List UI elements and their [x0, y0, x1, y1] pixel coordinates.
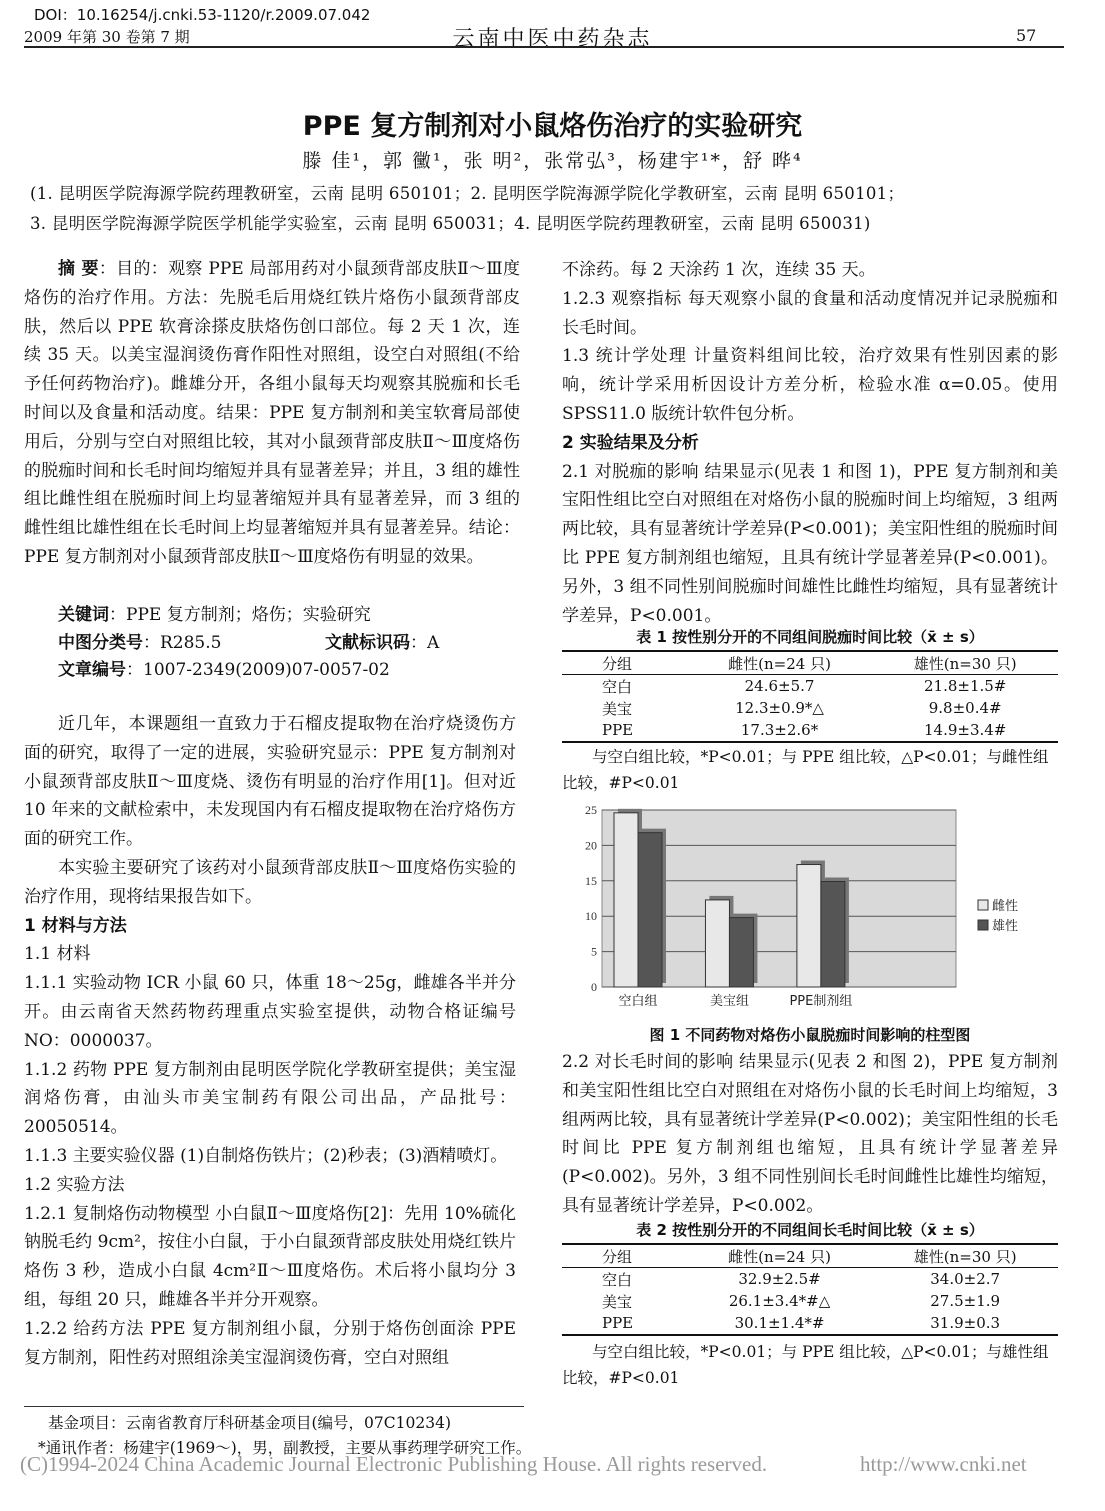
y-tick-label: 20: [585, 838, 597, 853]
table-cell: PPE: [562, 1312, 687, 1335]
y-tick-label: 10: [585, 909, 597, 924]
table2-header-female: 雌性(n=24 只): [687, 1244, 873, 1268]
clc-label: 中图分类号: [58, 633, 143, 653]
table-row: [562, 719, 1058, 742]
section-1-1-2: 1.1.2 药物 PPE 复方制剂由昆明医学院化学教研室提供；美宝湿润烙伤膏，由汕头市美宝制药有限公司出品，产品批号：20050514。: [24, 1059, 516, 1138]
section-1-1-3: 1.1.3 主要实验仪器 (1)自制烙伤铁片；(2)秒表；(3)酒精喷灯。: [24, 1145, 508, 1166]
affiliation-line-2: 3. 昆明医学院海源学院医学机能学实验室，云南 昆明 650031；4. 昆明医学院药理教研室，云南 昆明 650031): [30, 214, 871, 233]
legend-label: 雌性: [992, 899, 1019, 914]
section-1-2-1: 1.2.1 复制烙伤动物模型 小白鼠Ⅱ～Ⅲ度烙伤[2]：先用 10%硫化钠脱毛约 9cm²，按住小白鼠，于小白鼠颈背部皮肤处用烧红铁片烙伤 3 秒，造成小白鼠 4cm²Ⅱ～Ⅲ度烙伤。术后将小鼠均分 3 组，每组 20 只，雌雄各半并分开观察。: [24, 1203, 516, 1310]
section-1-1-1: 1.1.1 实验动物 ICR 小鼠 60 只，体重 18～25g，雌雄各半并分开。由云南省天然药物药理重点实验室提供，动物合格证编号 NO：0000037。: [24, 973, 516, 1051]
page-number: 57: [1016, 26, 1037, 45]
legend-swatch: [978, 920, 988, 930]
table-row: [562, 675, 1058, 698]
authors: 滕 佳¹，郭 黴¹，张 明²，张常弘³，杨建宇¹*，舒 晔⁴: [302, 150, 803, 172]
paper-title: PPE 复方制剂对小鼠烙伤治疗的实验研究: [302, 111, 803, 142]
article-no-label: 文章编号: [58, 660, 126, 680]
bar: [705, 900, 729, 987]
journal-name: 云南中医中药杂志: [452, 27, 653, 52]
table-cell: 美宝: [602, 1292, 633, 1311]
keywords-label: 关键词: [58, 605, 109, 625]
section-2-1: 2.1 对脱痂的影响 结果显示(见表 1 和图 1)，PPE 复方制剂和美宝阳性组比空白对照组在对烙伤小鼠的脱痂时间上均缩短，3 组两两比较，具有显著统计学差异(P<0.001)；美宝阳性组的脱痂时间比 PPE 复方制剂组也缩短，且具有统计学显著差异(P<0.001)。另外，3 组不同性别间脱痂时间雄性比雌性均缩短，具有显著统计学差异，P<0.001。: [562, 461, 1058, 626]
keywords-text: ：PPE 复方制剂；烙伤；实验研究: [109, 605, 371, 625]
method-continued: 不涂药。每 2 天涂药 1 次，连续 35 天。: [562, 260, 876, 280]
section-1-3: 1.3 统计学处理 计量资料组间比较，治疗效果有性别因素的影响，统计学采用析因设计方差分析，检验水准 α=0.05。使用 SPSS11.0 版统计软件包分析。: [562, 346, 1058, 424]
table2: [562, 1243, 1058, 1336]
y-tick-label: 15: [585, 873, 597, 888]
section-1-heading: 1 材料与方法: [24, 915, 127, 936]
document-code: [325, 628, 439, 653]
header-rule: [24, 46, 1064, 48]
table-cell: 27.5±1.9: [930, 1292, 1001, 1310]
section-2-heading: 2 实验结果及分析: [562, 432, 699, 453]
table2-caption: 表 2 按性别分开的不同组间长毛时间比较（x̄ ± s）: [636, 1221, 984, 1239]
table-cell: 12.3±0.9*△: [735, 699, 824, 717]
table-row: [562, 1312, 1058, 1335]
section-1-2-2: 1.2.2 给药方法 PPE 复方制剂组小鼠，分别于烙伤创面涂 PPE 复方制剂，阳性药对照组涂美宝湿润烫伤膏，空白对照组: [24, 1318, 516, 1368]
figure1-chart: [570, 800, 1054, 1015]
bar: [638, 833, 662, 987]
issue-info: 2009 年第 30 卷第 7 期: [24, 28, 190, 46]
left-column: [24, 710, 516, 1372]
figure1-caption: 图 1 不同药物对烙伤小鼠脱痂时间影响的柱型图: [649, 1026, 971, 1044]
table-cell: 21.8±1.5#: [923, 677, 1007, 695]
affiliation-line-1: (1. 昆明医学院海源学院药理教研室，云南 昆明 650101；2. 昆明医学院海源学院化学教研室，云南 昆明 650101；: [30, 184, 905, 203]
clc-text: ：R285.5: [143, 633, 222, 653]
section-1-2-3: 1.2.3 观察指标 每天观察小鼠的食量和活动度情况并记录脱痂和长毛时间。: [562, 288, 1058, 338]
table-cell: PPE: [562, 719, 687, 742]
footnote-rule: [24, 1406, 524, 1407]
doi: DOI：10.16254/j.cnki.53-1120/r.2009.07.042: [34, 6, 371, 24]
intro-paragraph-1: 近几年，本课题组一直致力于石榴皮提取物在治疗烧烫伤方面的研究，取得了一定的进展，实验研究显示：PPE 复方制剂对小鼠颈背部皮肤Ⅱ～Ⅲ度烧、烫伤有明显的治疗作用[1]。但对近 10 年来的文献检索中，未发现国内有石榴皮提取物在治疗烙伤方面的研究工作。: [24, 714, 516, 850]
corresponding-author-note: *通讯作者：杨建宇(1969～)，男，副教授，主要从事药理学研究工作。: [38, 1439, 532, 1457]
table1-header-male: 雄性(n=30 只): [872, 651, 1058, 675]
abstract-label: 摘 要: [58, 259, 99, 279]
y-tick-label: 0: [591, 980, 597, 994]
y-tick-label: 25: [585, 803, 597, 817]
keywords: [58, 600, 371, 625]
table-cell: 美宝: [602, 699, 633, 718]
section-1-2-heading: 1.2 实验方法: [24, 1174, 125, 1195]
intro-paragraph-2: 本实验主要研究了该药对小鼠颈背部皮肤Ⅱ～Ⅲ度烙伤实验的治疗作用，现将结果报告如下。: [24, 857, 516, 907]
bar: [821, 882, 845, 987]
abstract: [24, 255, 520, 572]
table-cell: 9.8±0.4#: [928, 699, 1002, 717]
fund-note: 基金项目：云南省教育厅科研基金项目(编号，07C10234): [48, 1414, 451, 1432]
table-cell: 30.1±1.4*#: [687, 1312, 873, 1335]
table-row: [562, 697, 1058, 719]
table-cell: 14.9±3.4#: [872, 719, 1058, 742]
table-cell: 34.0±2.7: [930, 1270, 1001, 1288]
abstract-text: ：目的：观察 PPE 局部用药对小鼠颈背部皮肤Ⅱ～Ⅲ度烙伤的治疗作用。方法：先脱毛后用烧红铁片烙伤小鼠颈背部皮肤，然后以 PPE 软膏涂搽皮肤烙伤创口部位。每 2 天 1 次，连续 35 天。以美宝湿润烫伤膏作阳性对照组，设空白对照组(不给予任何药物治疗)。雌雄分开，各组小鼠每天均观察其脱痂和长毛时间以及食量和活动度。结果：PPE 复方制剂和美宝软膏局部使用后，分别与空白对照组比较，其对小鼠颈背部皮肤Ⅱ～Ⅲ度烙伤的脱痂时间和长毛时间均缩短并具有显著差异；并且，3 组的雄性组比雌性组在脱痂时间上均显著缩短并具有显著差异，而 3 组的雌性组比雄性组在长毛时间上均显著缩短并具有显著差异。结论：PPE 复方制剂对小鼠颈背部皮肤Ⅱ～Ⅲ度烙伤有明显的效果。: [24, 259, 521, 567]
x-tick-label: 美宝组: [709, 994, 749, 1009]
table1-note: 与空白组比较，*P<0.01；与 PPE 组比较，△P<0.01；与雌性组比较，#P<0.01: [562, 748, 1049, 792]
section-2-2: 2.2 对长毛时间的影响 结果显示(见表 2 和图 2)，PPE 复方制剂和美宝阳性组比空白对照组在对烙伤小鼠的长毛时间上均缩短，3 组两两比较，具有显著统计学差异(P<0.002)；美宝阳性组的长毛时间比 PPE 复方制剂组也缩短，且具有统计学显著差异(P<0.002)。另外，3 组不同性别间长毛时间雌性比雄性均缩短，具有显著统计学差异，P<0.002。: [562, 1052, 1058, 1216]
table-cell: 31.9±0.3: [872, 1312, 1058, 1335]
clc-number: [58, 628, 221, 653]
table1-header-group: 分组: [562, 651, 687, 675]
table2-note: 与空白组比较，*P<0.01；与 PPE 组比较，△P<0.01；与雄性组比较，#P<0.01: [562, 1343, 1049, 1387]
copyright-watermark: [20, 1452, 1090, 1477]
table-cell: 17.3±2.6*: [687, 719, 873, 742]
doc-code-text: ：A: [410, 633, 440, 653]
table-cell: 空白: [602, 1270, 633, 1289]
legend-label: 雄性: [992, 919, 1019, 934]
table-row: [562, 1290, 1058, 1312]
section-1-1-heading: 1.1 材料: [24, 944, 91, 965]
right-column-bottom: [562, 1048, 1058, 1221]
table-cell: 24.6±5.7: [744, 677, 815, 695]
table-cell: 32.9±2.5#: [738, 1270, 821, 1288]
x-tick-label: 空白组: [618, 994, 658, 1009]
table2-header-male: 雄性(n=30 只): [872, 1244, 1058, 1268]
doc-code-label: 文献标识码: [325, 633, 410, 653]
bar: [614, 813, 638, 987]
bar: [729, 918, 753, 987]
bar: [797, 865, 821, 987]
table-cell: 26.1±3.4*#△: [728, 1292, 831, 1310]
table-cell: 空白: [602, 677, 633, 696]
copyright-text: (C)1994-2024 China Academic Journal Electronic Publishing House. All rights reserved.: [20, 1452, 768, 1476]
right-column-top: [562, 256, 1058, 630]
article-number: [58, 655, 390, 680]
table-row: [562, 1268, 1058, 1291]
table1-caption: 表 1 按性别分开的不同组间脱痂时间比较（x̄ ± s）: [636, 628, 984, 646]
article-no-text: ：1007-2349(2009)07-0057-02: [126, 660, 390, 680]
table1-header-female: 雌性(n=24 只): [687, 651, 873, 675]
x-tick-label: PPE制剂组: [789, 994, 853, 1009]
cnki-url: http://www.cnki.net: [860, 1452, 1027, 1476]
legend-swatch: [978, 900, 988, 910]
table1: [562, 650, 1058, 743]
y-tick-label: 5: [591, 944, 597, 959]
table2-header-group: 分组: [562, 1244, 687, 1268]
